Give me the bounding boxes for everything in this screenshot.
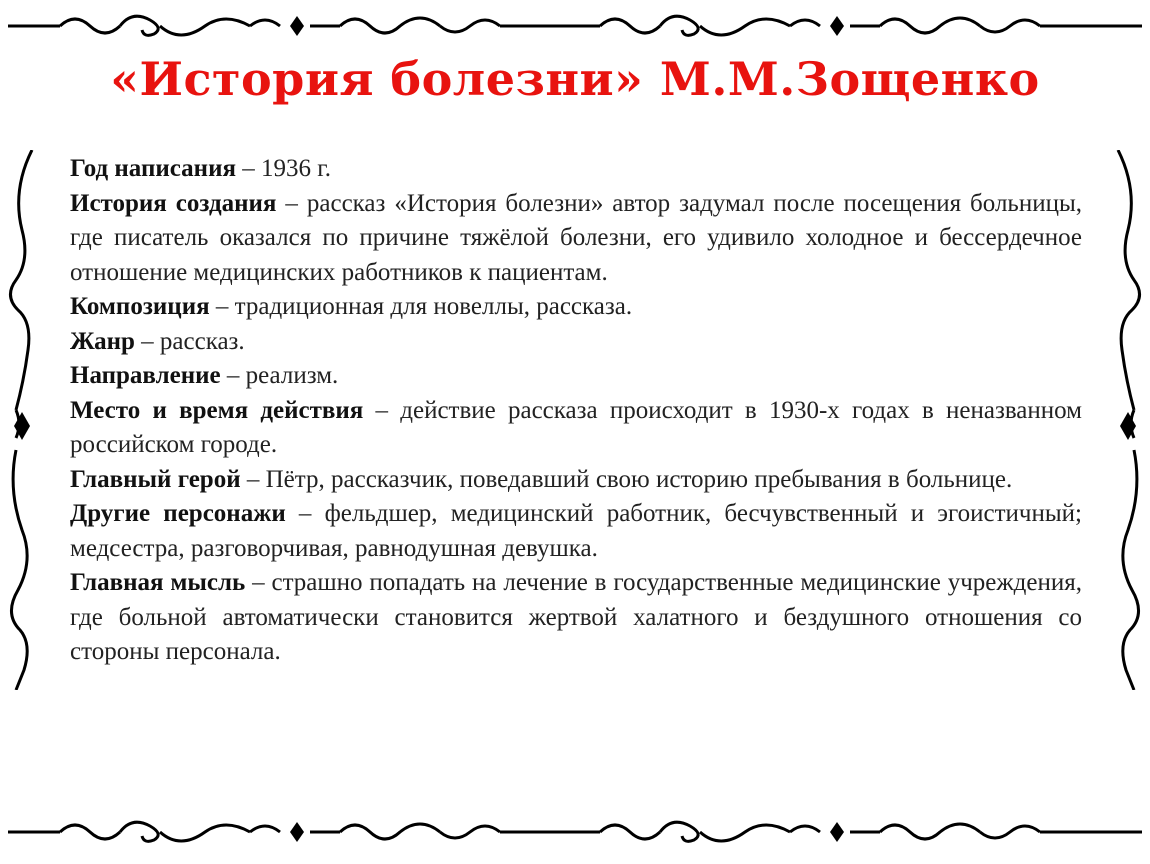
item-text: реализм. bbox=[245, 362, 339, 389]
item-label: Композиция bbox=[70, 293, 210, 320]
item-label: Главная мысль bbox=[70, 569, 246, 596]
item-text: 1936 г. bbox=[261, 155, 331, 182]
separator: – bbox=[134, 327, 160, 355]
item-text: страшно попадать на лечение в государственные медицинские учреждения, где больной автоматически становится жертвой халатного и бездушного отношения со стороны персонала. bbox=[70, 569, 1082, 665]
item-label: История создания bbox=[70, 189, 277, 217]
item-label: Другие персонажи bbox=[70, 500, 286, 527]
item-label: Место и время действия bbox=[70, 396, 364, 424]
top-ornament-border bbox=[0, 4, 1150, 44]
item-text: традиционная для новеллы, рассказа. bbox=[234, 293, 633, 320]
item-text: действие рассказа происходит в 1930-х годах в неназванном российском городе. bbox=[70, 396, 1082, 458]
bottom-ornament-border bbox=[0, 814, 1150, 854]
right-ornament-border bbox=[1108, 150, 1148, 690]
info-list bbox=[70, 152, 1082, 670]
item-text: рассказ. bbox=[159, 327, 245, 355]
item-history bbox=[70, 187, 1082, 291]
item-genre bbox=[70, 325, 1082, 360]
item-composition bbox=[70, 290, 1082, 325]
item-direction bbox=[70, 359, 1082, 394]
item-label: Главный герой bbox=[70, 465, 241, 493]
item-text: Пётр, рассказчик, поведавший свою историю пребывания в больнице. bbox=[265, 465, 1013, 493]
item-text: фельдшер, медицинский работник, бесчувственный и эгоистичный; медсестра, разговорчивая, равнодушная девушка. bbox=[70, 500, 1082, 562]
separator: – bbox=[220, 362, 246, 389]
separator: – bbox=[245, 569, 272, 596]
item-main-hero bbox=[70, 463, 1082, 498]
item-year bbox=[70, 152, 1082, 187]
separator: – bbox=[209, 293, 235, 320]
separator: – bbox=[276, 189, 307, 217]
item-label: Жанр bbox=[70, 327, 135, 355]
separator: – bbox=[285, 500, 325, 527]
page-title: «История болезни» М.М.Зощенко bbox=[110, 52, 1040, 106]
item-text: рассказ «История болезни» автор задумал после посещения больницы, где писатель оказался по причине тяжёлой болезни, его удивило холодное и бессердечное отношение медицинских работников к пациентам. bbox=[70, 189, 1083, 286]
separator: – bbox=[240, 465, 266, 493]
left-ornament-border bbox=[2, 150, 42, 690]
item-setting bbox=[70, 394, 1082, 463]
separator: – bbox=[236, 155, 262, 182]
item-main-idea bbox=[70, 566, 1082, 670]
separator: – bbox=[363, 396, 401, 424]
item-label: Год написания bbox=[70, 155, 237, 182]
item-other-characters bbox=[70, 497, 1082, 566]
item-label: Направление bbox=[70, 362, 221, 389]
